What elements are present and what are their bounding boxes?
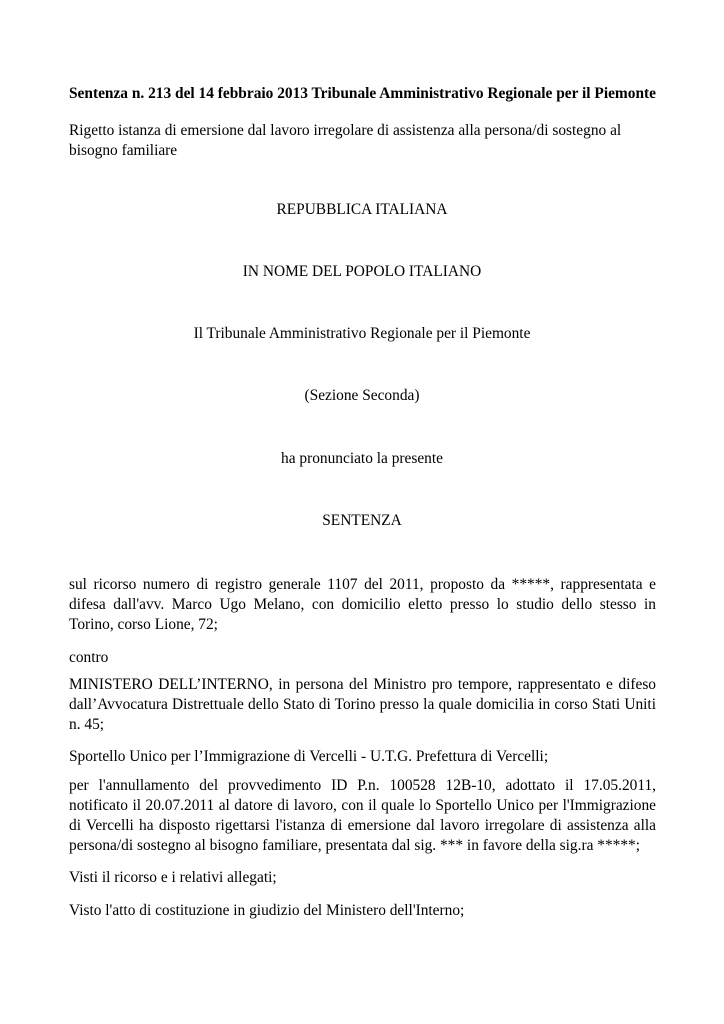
paragraph-visto: Visto l'atto di costituzione in giudizio del Ministero dell'Interno; (69, 902, 465, 919)
heading-sentence: SENTENZA (322, 512, 402, 529)
paragraph-contro: contro (69, 649, 109, 666)
heading-republic: REPUBBLICA ITALIANA (276, 201, 448, 218)
paragraph-visti: Visti il ricorso e i relativi allegati; (69, 869, 277, 886)
document-title: Sentenza n. 213 del 14 febbraio 2013 Tribunale Amministrativo Regionale per il Piemonte (69, 85, 656, 102)
paragraph-ricorso: sul ricorso numero di registro generale 1107 del 2011, proposto da *****, rappresentata e difesa dall'avv. Marco Ugo Melano, con domicilio eletto presso lo studio dello stesso in Torino, corso Lione, 72; (69, 576, 656, 633)
heading-court: Il Tribunale Amministrativo Regionale per il Piemonte (193, 325, 531, 342)
paragraph-annullamento: per l'annullamento del provvedimento ID P.n. 100528 12B-10, adottato il 17.05.2011, notificato il 20.07.2011 al datore di lavoro, con il quale lo Sportello Unico per l'Immigrazione di Vercelli ha disposto rigettarsi l'istanza di emersione dal lavoro irregolare di assistenza alla persona/di sostegno al bisogno familiare, presentata dal sig. *** in favore della sig.ra *****; (69, 777, 656, 854)
heading-pronounced: ha pronunciato la presente (281, 450, 443, 467)
paragraph-sportello: Sportello Unico per l’Immigrazione di Vercelli - U.T.G. Prefettura di Vercelli; (69, 748, 549, 765)
document-subtitle: Rigetto istanza di emersione dal lavoro irregolare di assistenza alla persona/di sostegno al bisogno familiare (69, 122, 622, 159)
paragraph-ministero: MINISTERO DELL’INTERNO, in persona del Ministro pro tempore, rappresentato e difeso dall’Avvocatura Distrettuale dello Stato di Torino presso la quale domicilia in corso Stati Uniti n. 45; (69, 676, 656, 733)
heading-section: (Sezione Seconda) (304, 387, 420, 404)
heading-people: IN NOME DEL POPOLO ITALIANO (242, 263, 482, 280)
